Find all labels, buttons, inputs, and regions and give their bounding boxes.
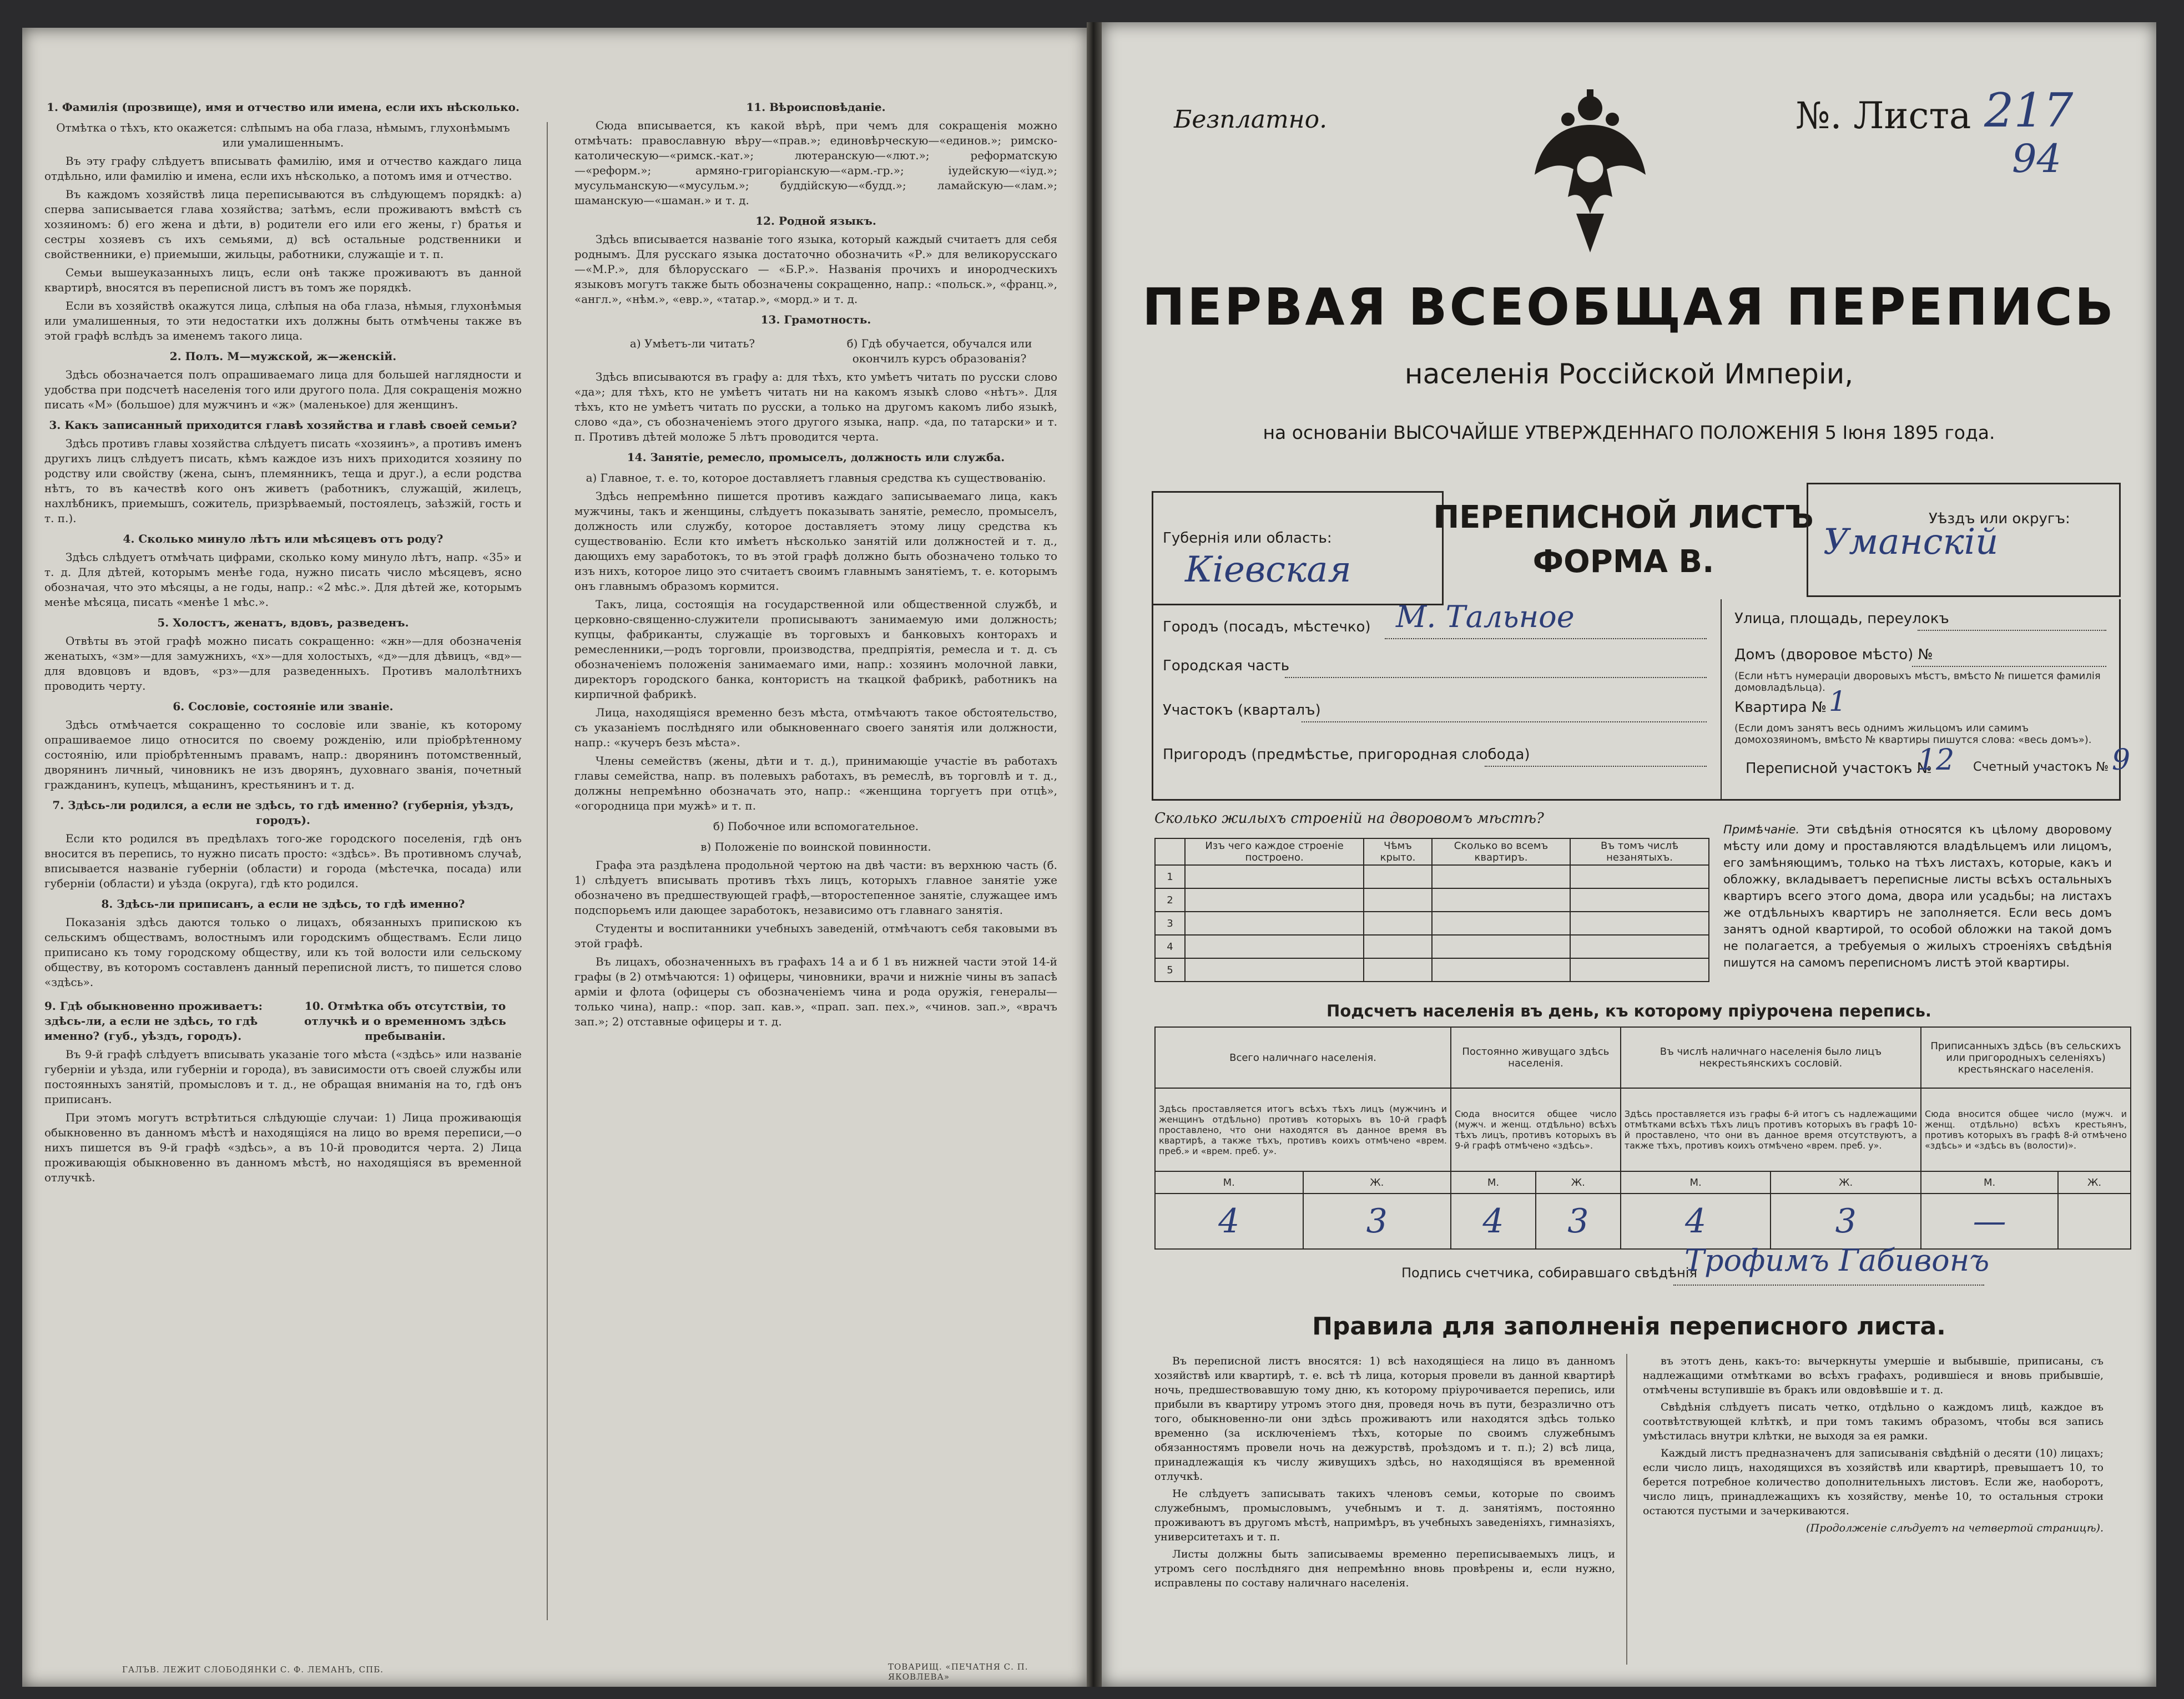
tally-value-male: 4 [1621, 1194, 1771, 1249]
prigorod-line [1485, 766, 1707, 767]
gubernia-label: Губернія или область: [1163, 530, 1332, 547]
tally-values-row [1155, 1194, 2131, 1249]
section-heading: 6. Сословіе, состояніе или званіе. [173, 700, 394, 713]
female-label: Ж. [1771, 1171, 1921, 1194]
paragraph: Здѣсь слѣдуетъ отмѣчать цифрами, сколько кому минуло лѣтъ, напр. «35» и т. д. Для дѣтей, которымъ менѣе года, нужно писать число мѣсяцевъ, ясно обозначая, что это мѣсяцы, а не годы, напр.: «2 мѣс.». Для дѣтей же, которымъ менѣе мѣсяца, писать «менѣе 1 мѣс.». [44, 550, 522, 609]
prigorod-label: Пригородъ (предмѣстье, пригородная слобода) [1163, 746, 1530, 763]
city-part-label: Городская часть [1163, 658, 1290, 674]
uezd-label: Уѣздъ или округъ: [1929, 510, 2070, 527]
buildings-table [1154, 838, 1709, 982]
section-subheading: а) Главное, т. е. то, которое доставляетъ главныя средства къ существованію. [586, 471, 1046, 484]
tally-desc-row [1155, 1088, 2131, 1171]
house-line [1912, 666, 2106, 667]
female-label: Ж. [1536, 1171, 1621, 1194]
section-heading: 8. Здѣсь-ли приписанъ, а если не здѣсь, то гдѣ именно? [101, 897, 465, 911]
section-heading: 9. Гдѣ обыкновенно проживаетъ: здѣсь-ли, а если не здѣсь, то гдѣ именно? (губ., уѣздъ, городъ). [44, 999, 263, 1043]
buildings-question: Сколько жилыхъ строеній на дворовомъ мѣстѣ? [1154, 810, 1544, 827]
literacy-subheads [574, 331, 1057, 370]
row-number: 3 [1155, 912, 1185, 935]
paragraph: Въ переписной листъ вносятся: 1) всѣ находящіеся на лицо въ данномъ хозяйствѣ или квартирѣ, т. е. всѣ тѣ лица, которыя провели въ данной квартирѣ ночь, предшествовавшую тому дню, къ которому пріурочивается перепись, или прибыли въ квартиру утромъ этого дня, проведя ночь въ пути, безразлично отъ того, обыкновенно-ли они здѣсь проживаютъ или находятся здѣсь только временно (за исключеніемъ тѣхъ, которые по своимъ служебнымъ обязанностямъ провели ночь на дежурствѣ, проѣздомъ и т. п.); 2) всѣ лица, принадлежащія къ числу живущихъ здѣсь, но находящіяся въ временной отлучкѣ. [1154, 1355, 1615, 1483]
paragraph: Отвѣты въ этой графѣ можно писать сокращенно: «жн»—для обозначенія женатыхъ, «зм»—для замужнихъ, «х»—для холостыхъ, «д»—для дѣвицъ, «вд»—для вдовцовъ и вдовъ, «рз»—для разведенныхъ. Противъ малолѣтнихъ проводить черту. [44, 634, 522, 692]
tally-value-male: 4 [1155, 1194, 1303, 1249]
form-letter: ФОРМА В. [1532, 544, 1714, 580]
signature-value: Трофимъ Габивонъ [1684, 1243, 1990, 1278]
sheet-number-handwritten-2: 94 [2012, 136, 2062, 181]
row-number: 4 [1155, 935, 1185, 958]
section-subheading: Отмѣтка о тѣхъ, кто окажется: слѣпымъ на оба глаза, нѣмымъ, глухонѣмымъ или умалишеннымъ. [56, 121, 510, 149]
paragraph: Если въ хозяйствѣ окажутся лица, слѣпыя на оба глаза, нѣмыя, глухонѣмыя или умалишенныя, то эти недостатки ихъ должны быть отмѣчены также въ этой графѣ вслѣдъ за именемъ такого лица. [44, 299, 522, 342]
male-label: М. [1621, 1171, 1771, 1194]
section-heading: 14. Занятіе, ремесло, промыселъ, должность или служба. [627, 451, 1005, 464]
paragraph: Графа эта раздѣлена продольной чертою на двѣ части: въ верхнюю часть (б. 1) слѣдуетъ вписывать противъ тѣхъ лицъ, которыхъ главное занятіе уже обозначено въ предшествующей графѣ,—второстепенное занятіе, служащее имъ подспорьемъ или дающее заработокъ, независимо отъ главнаго занятія. [574, 858, 1057, 917]
male-label: М. [1451, 1171, 1536, 1194]
buildings-row [1155, 958, 1709, 982]
continued-note: (Продолженіе слѣдуетъ на четвертой страницѣ). [1806, 1522, 2104, 1534]
tally-group-head: Всего наличнаго населенія. [1155, 1027, 1451, 1088]
row-number: 1 [1155, 865, 1185, 888]
paragraph: Здѣсь противъ главы хозяйства слѣдуетъ писать «хозяинъ», а противъ именъ другихъ лицъ слѣдуетъ писать, кѣмъ каждое изъ нихъ приходится хозяину по родству или свойству (жена, сынъ, племянникъ, теща и друг.), а если родства нѣтъ, то въ качествѣ кого онъ живетъ (работникъ, служащій, жилецъ, нахлѣбникъ, приемышъ, сожитель, призрѣваемый, постоялецъ, заѣзжій, гость и т. п.). [44, 437, 522, 525]
tally-value-male: — [1921, 1194, 2058, 1249]
flat-label: Квартира № [1734, 699, 1827, 716]
tally-table [1154, 1027, 2131, 1250]
paragraph: Въ лицахъ, обозначенныхъ въ графахъ 14 а и б 1 въ нижней части этой 14-й графы (в 2) отмѣчаются: 1) офицеры, чиновники, врачи и нижніе чины въ запасѣ арміи и флота (офицеры съ обозначеніемъ чина и рода оружія, генералы—только чина), напр.: «пор. зап. кав.», «прап. зап. пех.», «чинов. зап.», «врачъ зап.»; 2) отставные офицеры и т. д. [574, 955, 1057, 1028]
paragraph: Если кто родился въ предѣлахъ того-же городского поселенія, гдѣ онъ вносится въ перепись, то нужно писать просто: «здѣсь». Въ противномъ случаѣ, вписывается названіе губерніи (области) и города (мѣстечка, посада) или губерніи (области) и уѣзда (округа), гдѣ кто родился. [44, 832, 522, 890]
female-label: Ж. [2058, 1171, 2131, 1194]
paragraph: Показанія здѣсь даются только о лицахъ, обязанныхъ припискою къ сельскимъ обществамъ, волостнымъ или городскимъ обществамъ. Если лицо приписано къ тому городскому обществу, или къ той волости или сельскому обществу, въ которомъ составленъ данный переписной листъ, то пишется слово «здѣсь». [44, 916, 522, 989]
paragraph: Студенты и воспитанники учебныхъ заведеній, отмѣчаютъ себя таковыми въ этой графѣ. [574, 922, 1057, 950]
signature-line [1673, 1285, 1984, 1286]
address-divider [1721, 599, 1722, 799]
male-label: М. [1921, 1171, 2058, 1194]
rules-column-1 [1154, 1354, 1615, 1593]
left-column-1 [44, 94, 522, 1189]
uchastok-label: Участокъ (кварталъ) [1163, 702, 1321, 719]
city-part-line [1285, 677, 1707, 678]
flat-value: 1 [1829, 685, 1847, 717]
house-note: (Если нѣтъ нумераціи дворовыхъ мѣстъ, вмѣсто № пишется фамилія домовладѣльца). [1734, 670, 2101, 694]
section-subheading: б) Гдѣ обучается, обучался или окончилъ курсъ образованія? [846, 337, 1032, 365]
gubernia-value: Кіевская [1185, 549, 1351, 590]
row-number: 2 [1155, 888, 1185, 912]
buildings-row [1155, 935, 1709, 958]
paragraph: Такъ, лица, состоящія на государственной или общественной службѣ, и церковно-священно-служители прописываютъ занимаемую ими должность; купцы, фабриканты, служащіе въ торговыхъ и банковыхъ конторахъ и ремесленники,—родъ торговли, производства, предпріятія, ремесла и т. д. съ обозначеніемъ положенія занимаемаго ими, напр.: хозяинъ молочной лавки, директоръ городского банка, контористъ на ткацкой фабрикѣ, работникъ на кирпичной фабрикѣ. [574, 598, 1057, 701]
tally-group-desc: Здѣсь проставляется изъ графы 6-й итогъ съ надлежащими отмѣтками всѣхъ тѣхъ лицъ противъ которыхъ въ графѣ 10-й проставлено, что они въ данное время отсутствуютъ, а также тѣхъ, противъ коихъ отмѣчено «врем. преб. у». [1621, 1088, 1921, 1171]
free-of-charge-label: Безплатно. [1174, 105, 1328, 134]
left-column-2 [574, 94, 1057, 1033]
column-divider [547, 122, 548, 1620]
uchastok-line [1302, 721, 1707, 722]
form-title: ПЕРЕПИСНОЙ ЛИСТЪ [1433, 499, 1814, 535]
tally-value-female: 3 [1771, 1194, 1921, 1249]
street-label: Улица, площадь, переулокъ [1734, 610, 1949, 627]
count-district-label: Счетный участокъ № [1973, 760, 2109, 774]
count-district-value: 9 [2112, 744, 2131, 777]
paragraph: Не слѣдуетъ записывать такихъ членовъ семьи, которые по своимъ служебнымъ, промысловымъ, учебнымъ и т. д. занятіямъ, постоянно проживаютъ въ другомъ мѣстѣ, напримѣръ, въ учебныхъ заведеніяхъ, гимназіяхъ, университетахъ и т. п. [1154, 1488, 1615, 1543]
imperial-eagle-emblem [1529, 86, 1651, 264]
section-heading: 7. Здѣсь-ли родился, а если не здѣсь, то гдѣ именно? (губернія, уѣздъ, городъ). [52, 798, 514, 827]
buildings-col-header: Чѣмъ крыто. [1364, 838, 1432, 865]
printer-footer: ТОВАРИЩ. «ПЕЧАТНЯ С. П. ЯКОВЛЕВА» [888, 1662, 1028, 1682]
street-line [1918, 630, 2106, 631]
census-subtitle: населенія Россійской Имперіи, [1404, 358, 1854, 390]
paragraph: Здѣсь непремѣнно пишется противъ каждаго записываемаго лица, какъ мужчины, такъ и женщины, слѣдуетъ показывать занятіе, ремесло, промыселъ, должность или службу, которое доставляетъ этому лицу средства къ существованію. Если кто имѣетъ нѣсколько занятій или должностей и т. д., дающихъ ему заработокъ, то въ этой графѣ должно быть обозначено только то изъ нихъ, которое лицо это считаетъ своимъ главнымъ занятіемъ, т. е. которымъ онъ главнымъ образомъ кормится. [574, 489, 1057, 593]
column-divider [1626, 1354, 1627, 1665]
signature-label: Подпись счетчика, собиравшаго свѣдѣнія [1401, 1265, 1697, 1281]
tally-group-head: Въ числѣ наличнаго населенія было лицъ некрестьянскихъ сословій. [1621, 1027, 1921, 1088]
paragraph: Здѣсь вписываются въ графу а: для тѣхъ, кто умѣетъ читать по русски слово «да»; для тѣхъ, кто не умѣетъ читать ни на какомъ языкѣ слово «нѣтъ». Для тѣхъ, кто не умѣетъ читать по русски, а только на другомъ какомъ либо языкѣ, слово «да», съ обозначеніемъ этого другого языка, напр. «да, по татарски» и т. п. Противъ дѣтей моложе 5 лѣтъ проводится черта. [574, 370, 1057, 443]
section-heading: 1. Фамилія (прозвище), имя и отчество или имена, если ихъ нѣсколько. [47, 100, 519, 114]
section-heading: 12. Родной языкъ. [755, 214, 876, 227]
paragraph: Семьи вышеуказанныхъ лицъ, если онѣ также проживаютъ въ данной квартирѣ, вносятся въ переписной листъ въ томъ же порядкѣ. [44, 266, 522, 294]
male-label: М. [1155, 1171, 1303, 1194]
uezd-value: Уманскій [1823, 522, 1999, 563]
buildings-row [1155, 888, 1709, 912]
note-text: Эти свѣдѣнія относятся къ цѣлому дворовому мѣсту или дому и проставляются владѣльцемъ или лицомъ, его замѣняющимъ, только на тѣхъ листахъ, которые, какъ и обложку, вкладываетъ переписные листы всѣхъ остальныхъ квартиръ всего этого дома, двора или усадьбы; на листахъ же отдѣльныхъ квартиръ не заполняется. Если весь домъ занятъ одной квартирой, то особой обложки на такой домъ не полагается, а требуемыя о жилыхъ строеніяхъ свѣдѣнія пишутся на самомъ переписномъ листѣ этой квартиры. [1723, 823, 2112, 969]
buildings-col-header: Изъ чего каждое строеніе построено. [1185, 838, 1364, 865]
sections-9-10 [44, 993, 522, 1047]
census-district-value: 12 [1918, 744, 1955, 777]
paragraph: Каждый листъ предназначенъ для записыванія свѣдѣній о десяти (10) лицахъ; если число лицъ, находящихся въ хозяйствѣ или квартирѣ, превышаетъ 10, то берется потребное количество дополнительныхъ листовъ. Если же, наоборотъ, число лицъ, принадлежащихъ къ хозяйству, менѣе 10, то остальныя строки остаются пустыми и зачеркиваются. [1643, 1447, 2104, 1517]
buildings-row [1155, 912, 1709, 935]
section-heading: 3. Какъ записанный приходится главѣ хозяйства и главѣ своей семьи? [49, 418, 517, 432]
sheet-number-handwritten: 217 [1984, 83, 2074, 138]
book-spine [1087, 22, 1103, 1687]
paragraph: Сюда вписывается, къ какой вѣрѣ, при чемъ для сокращенія можно отмѣчать: православную вѣру—«прав.»; единовѣрческую—«единов.»; римско-католическую—«римск.-кат.»; лютеранскую—«лют.»; реформатскую—«реформ.»; армяно-григоріанскую—«арм.-гр.»; іудейскую—«іуд.»; мусульманскую—«мусульм.»; буддійскую—«будд.»; ламайскую—«лам.»; шаманскую—«шаман.» и т. д. [574, 119, 1057, 207]
tally-title: Подсчетъ населенія въ день, къ которому пріурочена перепись. [1326, 1002, 1931, 1020]
tally-value-female: 3 [1303, 1194, 1451, 1249]
section-subheading: б) Побочное или вспомогательное. [713, 820, 919, 833]
paragraph: Листы должны быть записываемы временно переписываемыхъ лицъ, и утромъ сего послѣдняго дня непремѣнно вновь провѣрены и, если нужно, исправлены по составу наличнаго населенія. [1154, 1548, 1615, 1589]
paragraph: Въ 9-й графѣ слѣдуетъ вписывать указаніе того мѣста («здѣсь» или названіе губерніи и уѣзда, или губерніи и города), въ зависимости отъ своей службы или постоянныхъ занятій, промысловъ и т. д., не обращая вниманія на то, гдѣ онъ приписанъ. [44, 1048, 522, 1106]
sheet-number-label: №. Листа [1795, 94, 1971, 137]
right-page [1102, 22, 2156, 1687]
tally-sex-row [1155, 1171, 2131, 1194]
house-label: Домъ (дворовое мѣсто) № [1734, 646, 1933, 663]
paragraph: Здѣсь обозначается полъ опрашиваемаго лица для большей наглядности и удобства при подсчетѣ населенія того или другого пола. Для сокращенія можно писать «М» (большое) для мужчинъ и «ж» (маленькое) для женщинъ. [44, 368, 522, 411]
section-heading: 4. Сколько минуло лѣтъ или мѣсяцевъ отъ роду? [123, 532, 443, 545]
buildings-row [1155, 865, 1709, 888]
city-value: М. Тальное [1396, 599, 1575, 634]
city-label: Городъ (посадъ, мѣстечко) [1163, 619, 1371, 635]
tally-value-female [2058, 1194, 2131, 1249]
buildings-table-header [1155, 838, 1709, 865]
female-label: Ж. [1303, 1171, 1451, 1194]
tally-value-male: 4 [1451, 1194, 1536, 1249]
buildings-note [1723, 821, 2112, 971]
section-heading: 5. Холостъ, женатъ, вдовъ, разведенъ. [157, 616, 409, 629]
section-subheading: а) Умѣетъ-ли читать? [629, 337, 755, 350]
note-title: Примѣчаніе. [1723, 823, 1800, 836]
census-district-label: Переписной участокъ № [1746, 760, 1932, 777]
rules-column-2 [1643, 1354, 2104, 1538]
flat-note: (Если домъ занятъ весь однимъ жильцомъ или самимъ домохозяиномъ, вмѣсто № квартиры пишутся слова: «весь домъ»). [1734, 722, 2092, 746]
buildings-col-header: Сколько во всемъ квартиръ. [1432, 838, 1570, 865]
paragraph: Свѣдѣнія слѣдуетъ писать четко, отдѣльно о каждомъ лицѣ, каждое въ соотвѣтствующей клѣткѣ, и при томъ такимъ образомъ, чтобы вся запись умѣстилась внутри клѣтки, не выходя за ея рамки. [1643, 1401, 2104, 1442]
paragraph: При этомъ могутъ встрѣтиться слѣдующіе случаи: 1) Лица проживающія обыкновенно въ данномъ мѣстѣ и находящіяся на лицо во время переписи,—о нихъ пишется въ 9-й графѣ «здѣсь», а въ 10-й проводится черта. 2) Лица проживающія обыкновенно въ данномъ мѣстѣ, но находящіяся въ временной отлучкѣ. [44, 1111, 522, 1184]
section-heading: 11. Вѣроисповѣданіе. [746, 100, 886, 114]
section-subheading: в) Положеніе по воинской повинности. [700, 840, 931, 853]
section-heading: 10. Отмѣтка объ отсутствіи, то отлучкѣ и о временномъ здѣсь пребываніи. [304, 999, 506, 1043]
paragraph: Въ каждомъ хозяйствѣ лица переписываются въ слѣдующемъ порядкѣ: а) сперва записывается глава хозяйства; затѣмъ, если проживаютъ вмѣстѣ съ хозяиномъ: б) его жена и дѣти, в) родители его или его жены, г) братья и сестры хозяевъ съ ихъ семьями, д) всѣ остальные родственники и свойственники, е) приемыши, жильцы, работники, служащіе и т. п. [44, 188, 522, 261]
city-line [1385, 638, 1707, 639]
paragraph: Въ эту графу слѣдуетъ вписывать фамилію, имя и отчество каждаго лица отдѣльно, или фамилію и имена, если ихъ нѣсколько, а потомъ имя и отчество. [44, 154, 522, 183]
section-heading: 13. Грамотность. [760, 313, 871, 326]
printer-footer: ГАЛЪВ. ЛЕЖИТ СЛОБОДЯНКИ С. Ф. ЛЕМАНЪ, СПБ. [122, 1665, 384, 1675]
paragraph: Члены семействъ (жены, дѣти и т. д.), принимающіе участіе въ работахъ главы семейства, напр. въ полевыхъ работахъ, въ ремеслѣ, въ торговлѣ и т. д., должны непремѣнно обозначать это, напр.: «женщина торгуетъ при отцѣ», «огородница при мужѣ» и т. п. [574, 754, 1057, 812]
buildings-col-header: Въ томъ числѣ незанятыхъ. [1570, 838, 1709, 865]
tally-group-desc: Здѣсь проставляется итогъ всѣхъ тѣхъ лицъ (мужчинъ и женщинъ отдѣльно) противъ которыхъ въ 10-й графѣ проставлено, что они находятся въ данное время въ квартирѣ, а также тѣхъ, противъ коихъ отмѣчено «врем. преб.» и «врем. преб. у». [1155, 1088, 1451, 1171]
tally-group-desc: Сюда вносится общее число (мужч. и женщ. отдѣльно) всѣхъ тѣхъ лицъ, противъ которыхъ въ 9-й графѣ отмѣчено «здѣсь». [1451, 1088, 1621, 1171]
tally-head-row [1155, 1027, 2131, 1088]
paragraph: Здѣсь отмѣчается сокращенно то сословіе или званіе, къ которому опрашиваемое лицо относится по своему рожденію, или пріобрѣтенному состоянію, или пріобрѣтеннымъ правамъ, напр.: дворянинъ потомственный, дворянинъ личный, чиновникъ не изъ дворянъ, духовнаго званія, почетный гражданинъ, купецъ, мѣщанинъ, крестьянинъ и т. д. [44, 718, 522, 791]
paragraph: Лица, находящіяся временно безъ мѣста, отмѣчаютъ такое обстоятельство, съ указаніемъ послѣдняго или обыкновеннаго своего занятія или должности, напр.: «кучеръ безъ мѣста». [574, 706, 1057, 749]
tally-group-desc: Сюда вносится общее число (мужч. и женщ. отдѣльно) всѣхъ крестьянъ, противъ которыхъ въ графѣ 8-й отмѣчено «здѣсь» и «здѣсь въ (волости)». [1921, 1088, 2131, 1171]
tally-group-head: Постоянно живущаго здѣсь населенія. [1451, 1027, 1621, 1088]
rules-title: Правила для заполненія переписного листа. [1312, 1312, 1946, 1341]
tally-value-female: 3 [1536, 1194, 1621, 1249]
census-basis: на основаніи ВЫСОЧАЙШЕ УТВЕРЖДЕННАГО ПОЛОЖЕНІЯ 5 Іюня 1895 года. [1263, 422, 1995, 443]
tally-group-head: Приписанныхъ здѣсь (въ сельскихъ или пригородныхъ селеніяхъ) крестьянскаго населенія. [1921, 1027, 2131, 1088]
row-number: 5 [1155, 958, 1185, 982]
paragraph: въ этотъ день, какъ-то: вычеркнуты умершіе и выбывшіе, приписаны, съ надлежащими отмѣтками во всѣхъ графахъ, родившіеся и вновь прибывшіе, отмѣчены вступившіе въ бракъ или овдовѣвшіе и т. д. [1643, 1355, 2104, 1396]
section-heading: 2. Полъ. М—мужской, ж—женскій. [169, 350, 397, 363]
left-page [22, 28, 1088, 1687]
paragraph: Здѣсь вписывается названіе того языка, который каждый считаетъ для себя роднымъ. Для русскаго языка достаточно обозначить «Р.» для великорусскаго—«М.Р.», для бѣлорусскаго — «Б.Р.». Названія прочихъ и инородческихъ языковъ могутъ также быть обозначены сокращенно, напр.: «польск.», «франц.», «англ.», «нѣм.», «евр.», «татар.», «морд.» и т. д. [574, 232, 1057, 306]
census-title: ПЕРВАЯ ВСЕОБЩАЯ ПЕРЕПИСЬ [1142, 277, 2116, 337]
